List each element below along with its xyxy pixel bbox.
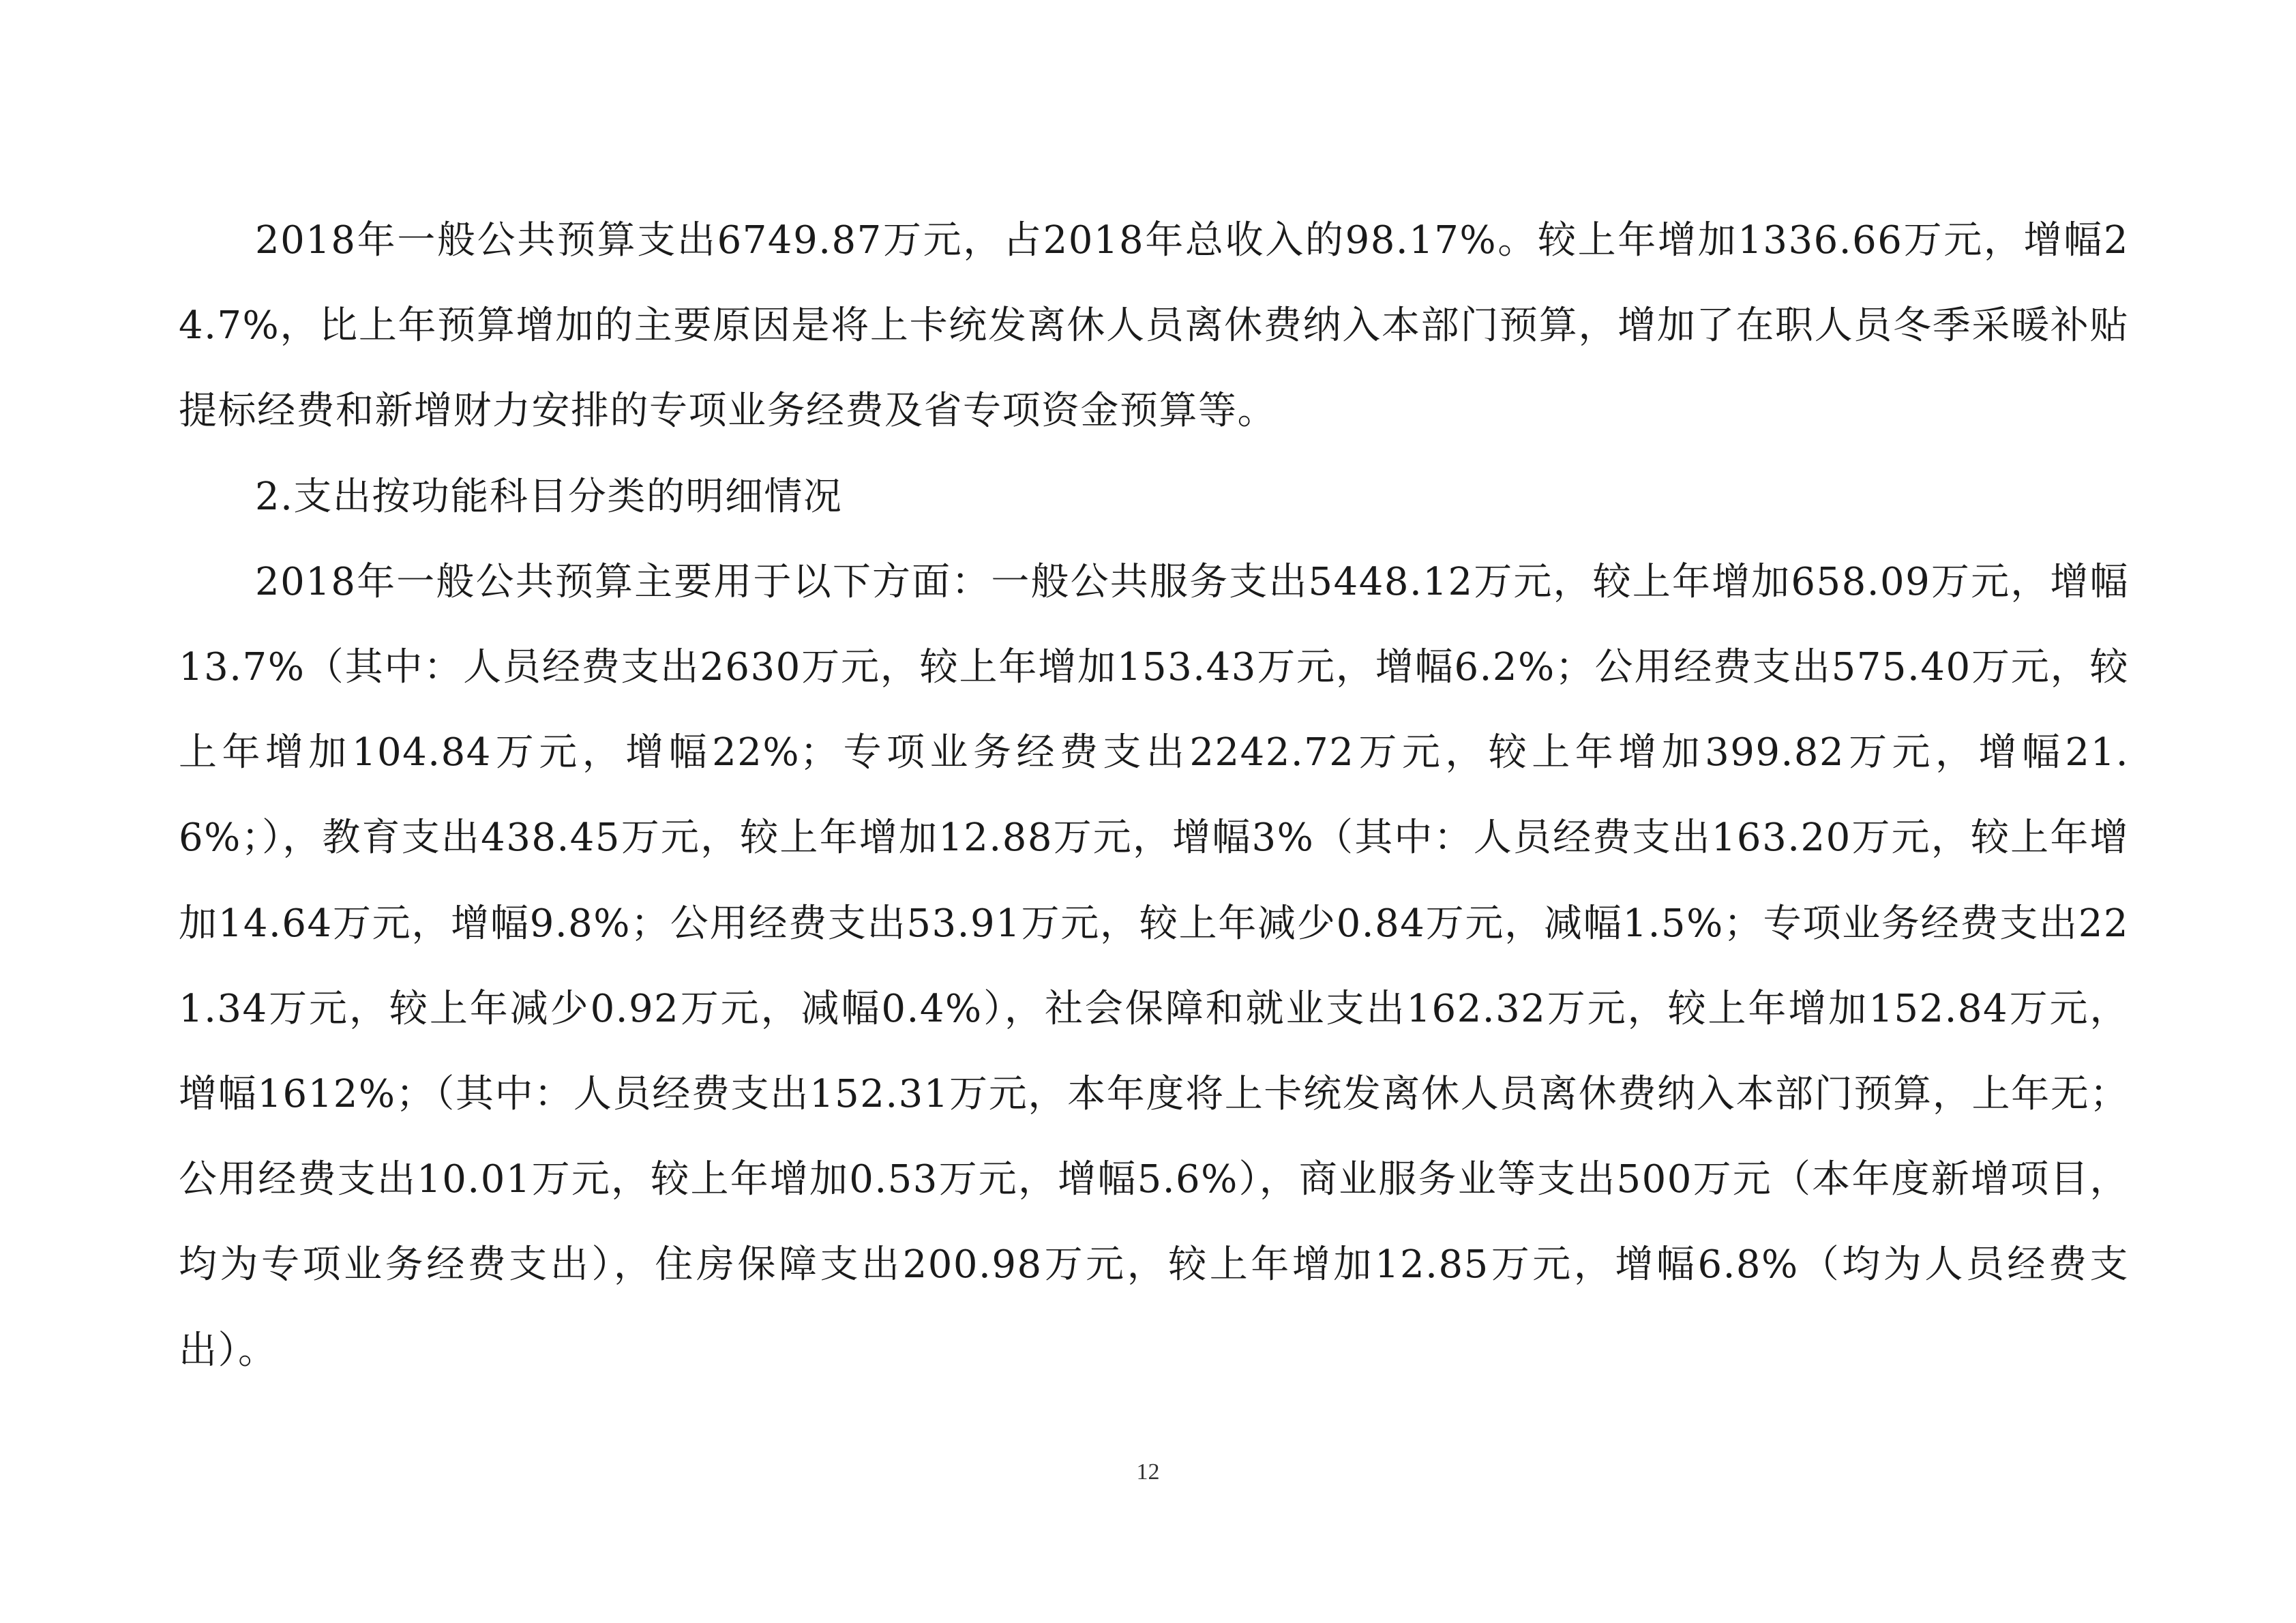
budget-detail-paragraph: 2018年一般公共预算主要用于以下方面：一般公共服务支出5448.12万元，较上年增加658.09万元，增幅13.7%（其中：人员经费支出2630万元，较上年增加153.43万元，增幅6.2%；公用经费支出575.40万元，较上年增加104.84万元，增幅22%；专项业务经费支出2242.72万元，较上年增加399.82万元，增幅21.6%；），教育支出438.45万元，较上年增加12.88万元，增幅3%（其中：人员经费支出163.20万元，较上年增加14.64万元，增幅9.8%；公用经费支出53.91万元，较上年减少0.84万元，减幅1.5%；专项业务经费支出221.34万元，较上年减少0.92万元，减幅0.4%），社会保障和就业支出162.32万元，较上年增加152.84万元，增幅1612%；（其中：人员经费支出152.31万元，本年度将上卡统发离休人员离休费纳入本部门预算，上年无；公用经费支出10.01万元，较上年增加0.53万元，增幅5.6%），商业服务业等支出500万元（本年度新增项目，均为专项业务经费支出），住房保障支出200.98万元，较上年增加12.85万元，增幅6.8%（均为人员经费支出）。 [179,559,2129,1373]
budget-summary-paragraph: 2018年一般公共预算支出6749.87万元，占2018年总收入的98.17%。较上年增加1336.66万元，增幅24.7%，比上年预算增加的主要原因是将上卡统发离休人员离休费纳入本部门预算，增加了在职人员冬季采暖补贴提标经费和新增财力安排的专项业务经费及省专项资金预算等。 [179,218,2129,434]
section-heading: 2.支出按功能科目分类的明细情况 [255,474,843,519]
body-text [179,198,2129,1393]
page-number: 12 [1136,1459,1160,1485]
